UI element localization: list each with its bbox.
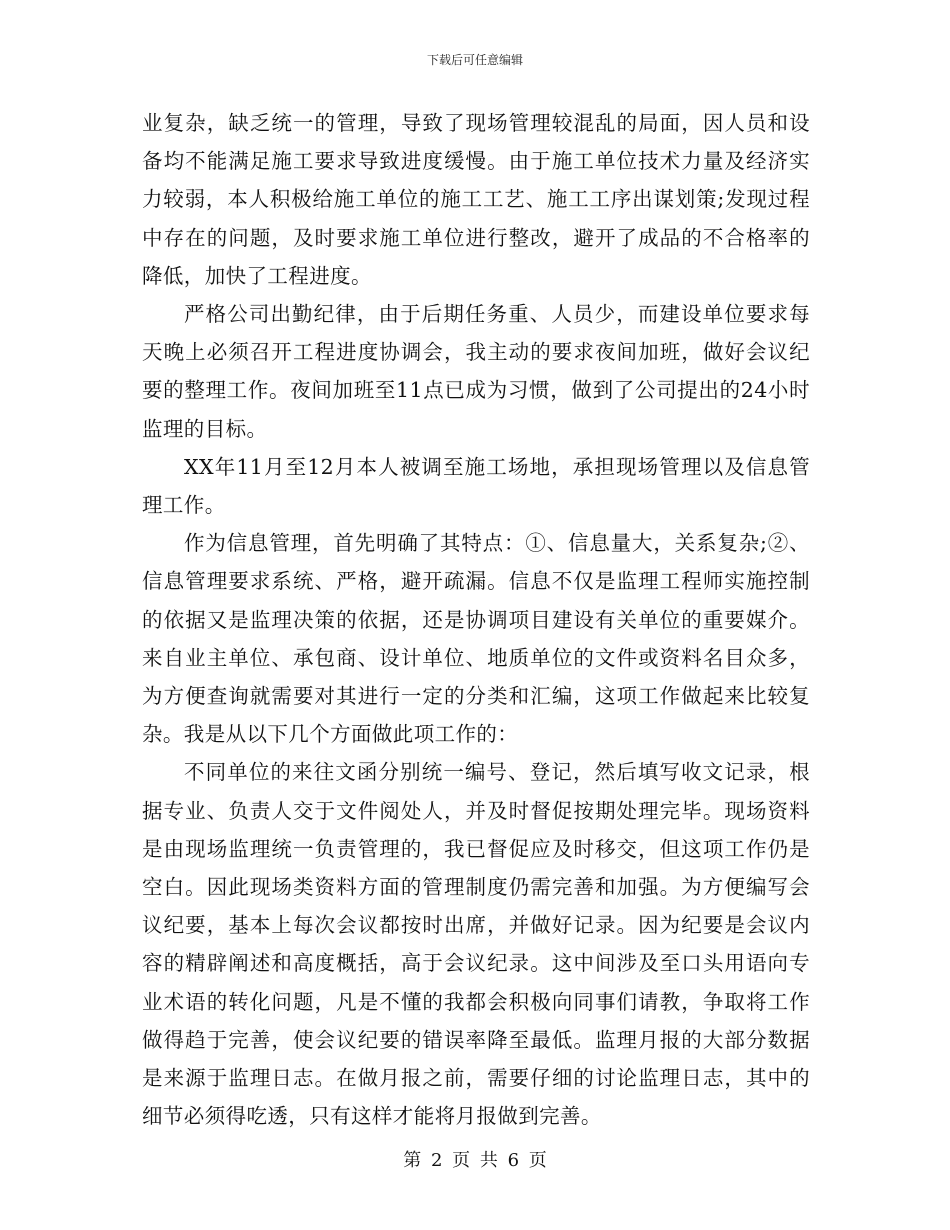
page-number-footer: 第 2 页 共 6 页 (403, 1150, 547, 1171)
document-body (142, 104, 810, 1135)
paragraph-continued: 业复杂，缺乏统一的管理，导致了现场管理较混乱的局面，因人员和设备均不能满足施工要求导致进度缓慢。由于施工单位技术力量及经济实力较弱，本人积极给施工单位的施工工艺、施工工序出谋划策;发现过程中存在的问题，及时要求施工单位进行整改，避开了成品的不合格率的降低，加快了工程进度。 (142, 111, 810, 288)
paragraph-site-assignment: XX年11月至12月本人被调至施工场地，承担现场管理以及信息管理工作。 (142, 454, 810, 518)
paragraph-document-handling: 不同单位的来往文函分别统一编号、登记，然后填写收文记录，根据专业、负责人交于文件阅处人，并及时督促按期处理完毕。现场资料是由现场监理统一负责管理的，我已督促应及时移交，但这项工作仍是空白。因此现场类资料方面的管理制度仍需完善和加强。为方便编写会议纪要，基本上每次会议都按时出席，并做好记录。因为纪要是会议内容的精辟阐述和高度概括，高于会议纪录。这中间涉及至口头用语向专业术语的转化问题，凡是不懂的我都会积极向同事们请教，争取将工作做得趋于完善，使会议纪要的错误率降至最低。监理月报的大部分数据是来源于监理日志。在做月报之前，需要仔细的讨论监理日志，其中的细节必须得吃透，只有这样才能将月报做到完善。 (142, 760, 810, 1129)
paragraph-information-management: 作为信息管理，首先明确了其特点：①、信息量大，关系复杂;②、信息管理要求系统、严格，避开疏漏。信息不仅是监理工程师实施控制的依据又是监理决策的依据，还是协调项目建设有关单位的重要媒介。来自业主单位、承包商、设计单位、地质单位的文件或资料名目众多，为方便查询就需要对其进行一定的分类和汇编，这项工作做起来比较复杂。我是从以下几个方面做此项工作的： (142, 531, 810, 747)
page-header: 下载后可任意编辑 (426, 53, 523, 67)
paragraph-attendance: 严格公司出勤纪律，由于后期任务重、人员少，而建设单位要求每天晚上必须召开工程进度协调会，我主动的要求夜间加班，做好会议纪要的整理工作。夜间加班至11点已成为习惯，做到了公司提出的24小时监理的目标。 (142, 302, 810, 441)
